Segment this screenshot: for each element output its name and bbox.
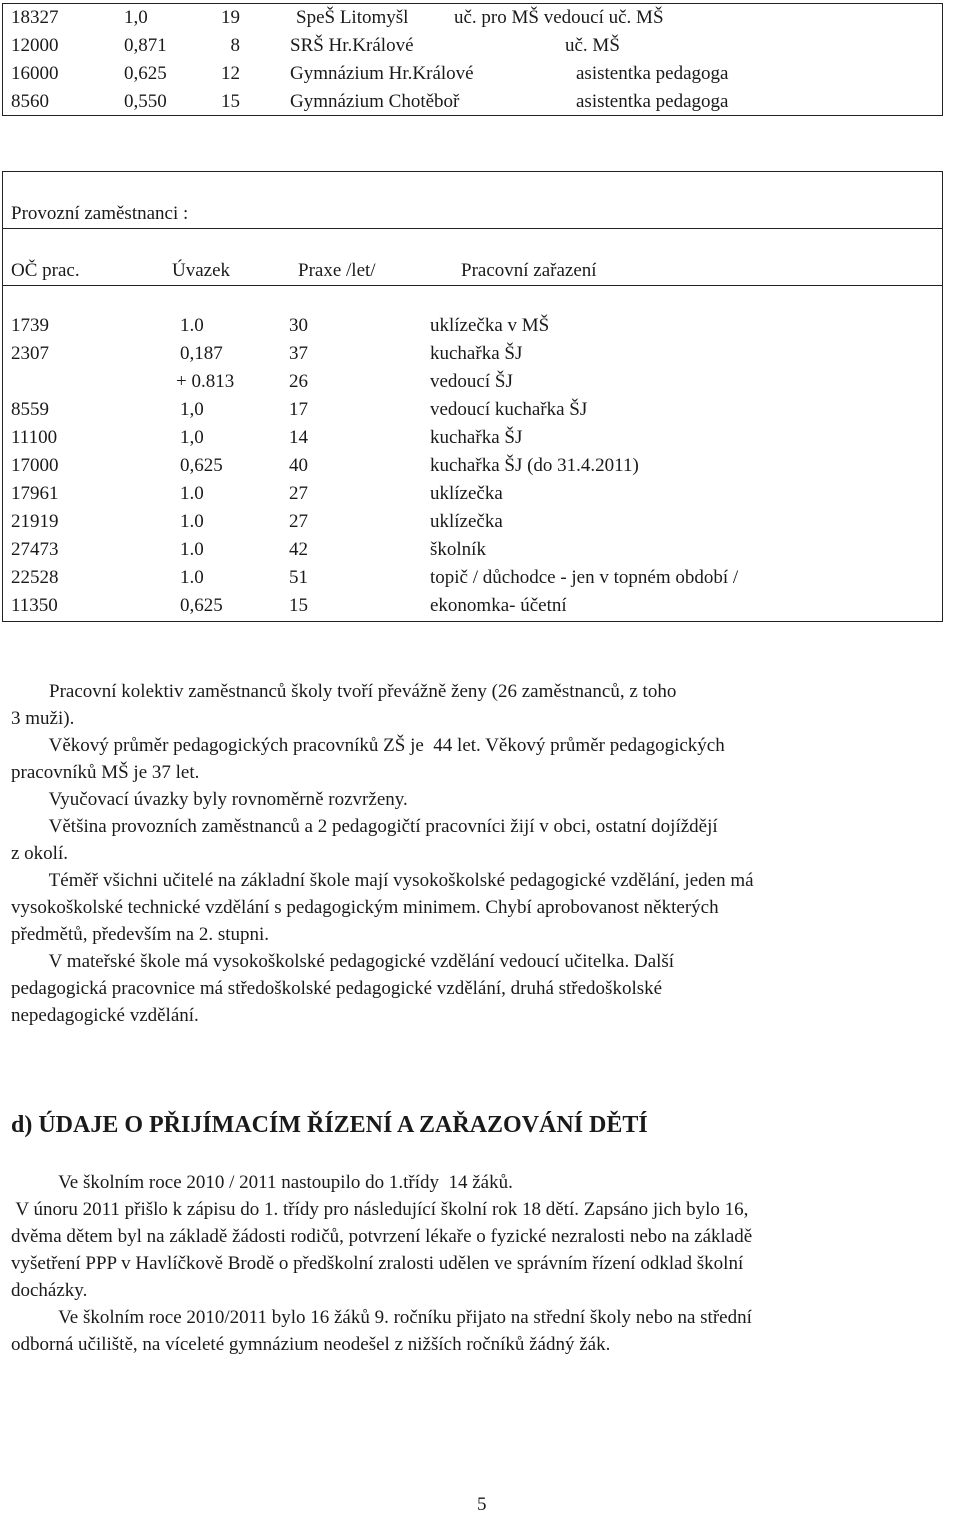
paragraph-line: odborná učiliště, na víceleté gymnázium neodešel z nižších ročníků žádný žák. (11, 1334, 611, 1355)
staff-id: 17000 (11, 455, 59, 476)
paragraph-line: Ve školním roce 2010 / 2011 nastoupilo do 1.třídy 14 žáků. (11, 1172, 513, 1193)
paragraph-line: Věkový průměr pedagogických pracovníků ZŠ je 44 let. Věkový průměr pedagogických (11, 735, 725, 756)
staff-header-uvazek: Úvazek (172, 260, 231, 281)
paragraph-line: pedagogická pracovnice má středoškolské pedagogické vzdělání, druhá středoškolské (11, 978, 663, 999)
paragraph-line: z okolí. (11, 843, 68, 864)
teacher-uvazek: 0,550 (124, 91, 167, 112)
staff-uvazek: 1.0 (180, 315, 204, 336)
staff-zarazeni: vedoucí ŠJ (430, 371, 513, 392)
paragraph (11, 813, 951, 867)
teacher-praxe: 19 (221, 7, 240, 28)
paragraph-line: V únoru 2011 přišlo k zápisu do 1. třídy pro následující školní rok 18 dětí. Zapsáno jich bylo 16, (11, 1199, 749, 1220)
paragraph-line: vyšetření PPP v Havlíčkově Brodě o předškolní zralosti udělen ve správním řízení odklad školní (11, 1253, 744, 1274)
staff-praxe: 26 (289, 371, 308, 392)
staff-id: 1739 (11, 315, 49, 336)
staff-uvazek: 1.0 (180, 567, 204, 588)
teacher-id: 8560 (11, 91, 49, 112)
staff-id: 2307 (11, 343, 49, 364)
paragraph-line: Ve školním roce 2010/2011 bylo 16 žáků 9. ročníku přijato na střední školy nebo na střední (11, 1307, 752, 1328)
paragraph-line: Téměř všichni učitelé na základní škole mají vysokoškolské pedagogické vzdělání, jeden má (11, 870, 754, 891)
teacher-zarazeni: asistentka pedagoga (576, 63, 729, 84)
staff-table-divider (2, 228, 943, 229)
staff-uvazek: 1.0 (180, 511, 204, 532)
paragraph (11, 678, 951, 732)
staff-id: 17961 (11, 483, 59, 504)
staff-id: 11100 (11, 427, 58, 448)
paragraph-line: předmětů, především na 2. stupni. (11, 924, 270, 945)
staff-uvazek: 1,0 (180, 399, 204, 420)
staff-uvazek: + 0.813 (176, 371, 235, 392)
staff-zarazeni: ekonomka- účetní (430, 595, 567, 616)
paragraph-line: pracovníků MŠ je 37 let. (11, 762, 200, 783)
teacher-zarazeni: asistentka pedagoga (576, 91, 729, 112)
paragraph (11, 1169, 951, 1304)
paragraph (11, 867, 951, 948)
teacher-praxe: 15 (221, 91, 240, 112)
teacher-uvazek: 0,871 (124, 35, 167, 56)
staff-id: 21919 (11, 511, 59, 532)
staff-praxe: 27 (289, 511, 308, 532)
admission-description (11, 1169, 951, 1358)
staff-zarazeni: topič / důchodce - jen v topném období / (430, 567, 739, 588)
teacher-praxe: 8 (230, 35, 240, 56)
staff-id: 22528 (11, 567, 59, 588)
teacher-id: 18327 (11, 7, 59, 28)
page-number: 5 (477, 1494, 487, 1515)
staff-id: 8559 (11, 399, 49, 420)
teacher-skola: SRŠ Hr.Králové (290, 35, 414, 56)
staff-praxe: 27 (289, 483, 308, 504)
paragraph-line: nepedagogické vzdělání. (11, 1005, 199, 1026)
staff-uvazek: 1,0 (180, 427, 204, 448)
staff-uvazek: 1.0 (180, 483, 204, 504)
staff-zarazeni: uklízečka v MŠ (430, 315, 550, 336)
staff-id: 27473 (11, 539, 59, 560)
staff-zarazeni: školník (430, 539, 486, 560)
paragraph-line: Většina provozních zaměstnanců a 2 pedagogičtí pracovníci žijí v obci, ostatní dojíždějí (11, 816, 718, 837)
teacher-zarazeni: uč. pro MŠ vedoucí uč. MŠ (454, 7, 664, 28)
staff-uvazek: 0,187 (180, 343, 223, 364)
staff-header-id: OČ prac. (11, 260, 80, 281)
staff-praxe: 30 (289, 315, 308, 336)
staff-id: 11350 (11, 595, 58, 616)
section-heading: d) ÚDAJE O PŘIJÍMACÍM ŘÍZENÍ A ZAŘAZOVÁNÍ DĚTÍ (11, 1112, 648, 1138)
paragraph (11, 948, 951, 1029)
staff-zarazeni: vedoucí kuchařka ŠJ (430, 399, 588, 420)
staff-table-divider (2, 285, 943, 286)
staff-zarazeni: kuchařka ŠJ (430, 343, 523, 364)
teacher-skola: SpeŠ Litomyšl (296, 7, 409, 28)
staff-header-praxe: Praxe /let/ (298, 260, 376, 281)
staff-praxe: 14 (289, 427, 308, 448)
teacher-skola: Gymnázium Chotěboř (290, 91, 460, 112)
staff-zarazeni: kuchařka ŠJ (430, 427, 523, 448)
staff-praxe: 40 (289, 455, 308, 476)
teacher-zarazeni: uč. MŠ (565, 35, 620, 56)
staff-zarazeni: uklízečka (430, 483, 503, 504)
paragraph (11, 1304, 951, 1358)
teacher-id: 12000 (11, 35, 59, 56)
paragraph-line: Vyučovací úvazky byly rovnoměrně rozvrženy. (11, 789, 408, 810)
staff-praxe: 17 (289, 399, 308, 420)
paragraph-line: vysokoškolské technické vzdělání s pedagogickým minimem. Chybí aprobovanost některých (11, 897, 719, 918)
teacher-praxe: 12 (221, 63, 240, 84)
staff-praxe: 37 (289, 343, 308, 364)
teacher-uvazek: 0,625 (124, 63, 167, 84)
paragraph-line: Pracovní kolektiv zaměstnanců školy tvoří převážně ženy (26 zaměstnanců, z toho (11, 681, 677, 702)
paragraph-line: dvěma dětem byl na základě žádosti rodičů, potvrzení lékaře o fyzické nezralosti nebo na základě (11, 1226, 753, 1247)
staff-zarazeni: kuchařka ŠJ (do 31.4.2011) (430, 455, 639, 476)
paragraph-line: V mateřské škole má vysokoškolské pedagogické vzdělání vedoucí učitelka. Další (11, 951, 675, 972)
staff-uvazek: 1.0 (180, 539, 204, 560)
teacher-skola: Gymnázium Hr.Králové (290, 63, 474, 84)
paragraph (11, 786, 951, 813)
teacher-id: 16000 (11, 63, 59, 84)
staff-description (11, 678, 951, 1029)
staff-uvazek: 0,625 (180, 455, 223, 476)
staff-praxe: 51 (289, 567, 308, 588)
staff-table-title: Provozní zaměstnanci : (11, 203, 189, 224)
staff-praxe: 42 (289, 539, 308, 560)
paragraph-line: docházky. (11, 1280, 88, 1301)
paragraph (11, 732, 951, 786)
teacher-uvazek: 1,0 (124, 7, 148, 28)
staff-header-zarazeni: Pracovní zařazení (461, 260, 597, 281)
staff-uvazek: 0,625 (180, 595, 223, 616)
staff-zarazeni: uklízečka (430, 511, 503, 532)
paragraph-line: 3 muži). (11, 708, 75, 729)
staff-praxe: 15 (289, 595, 308, 616)
